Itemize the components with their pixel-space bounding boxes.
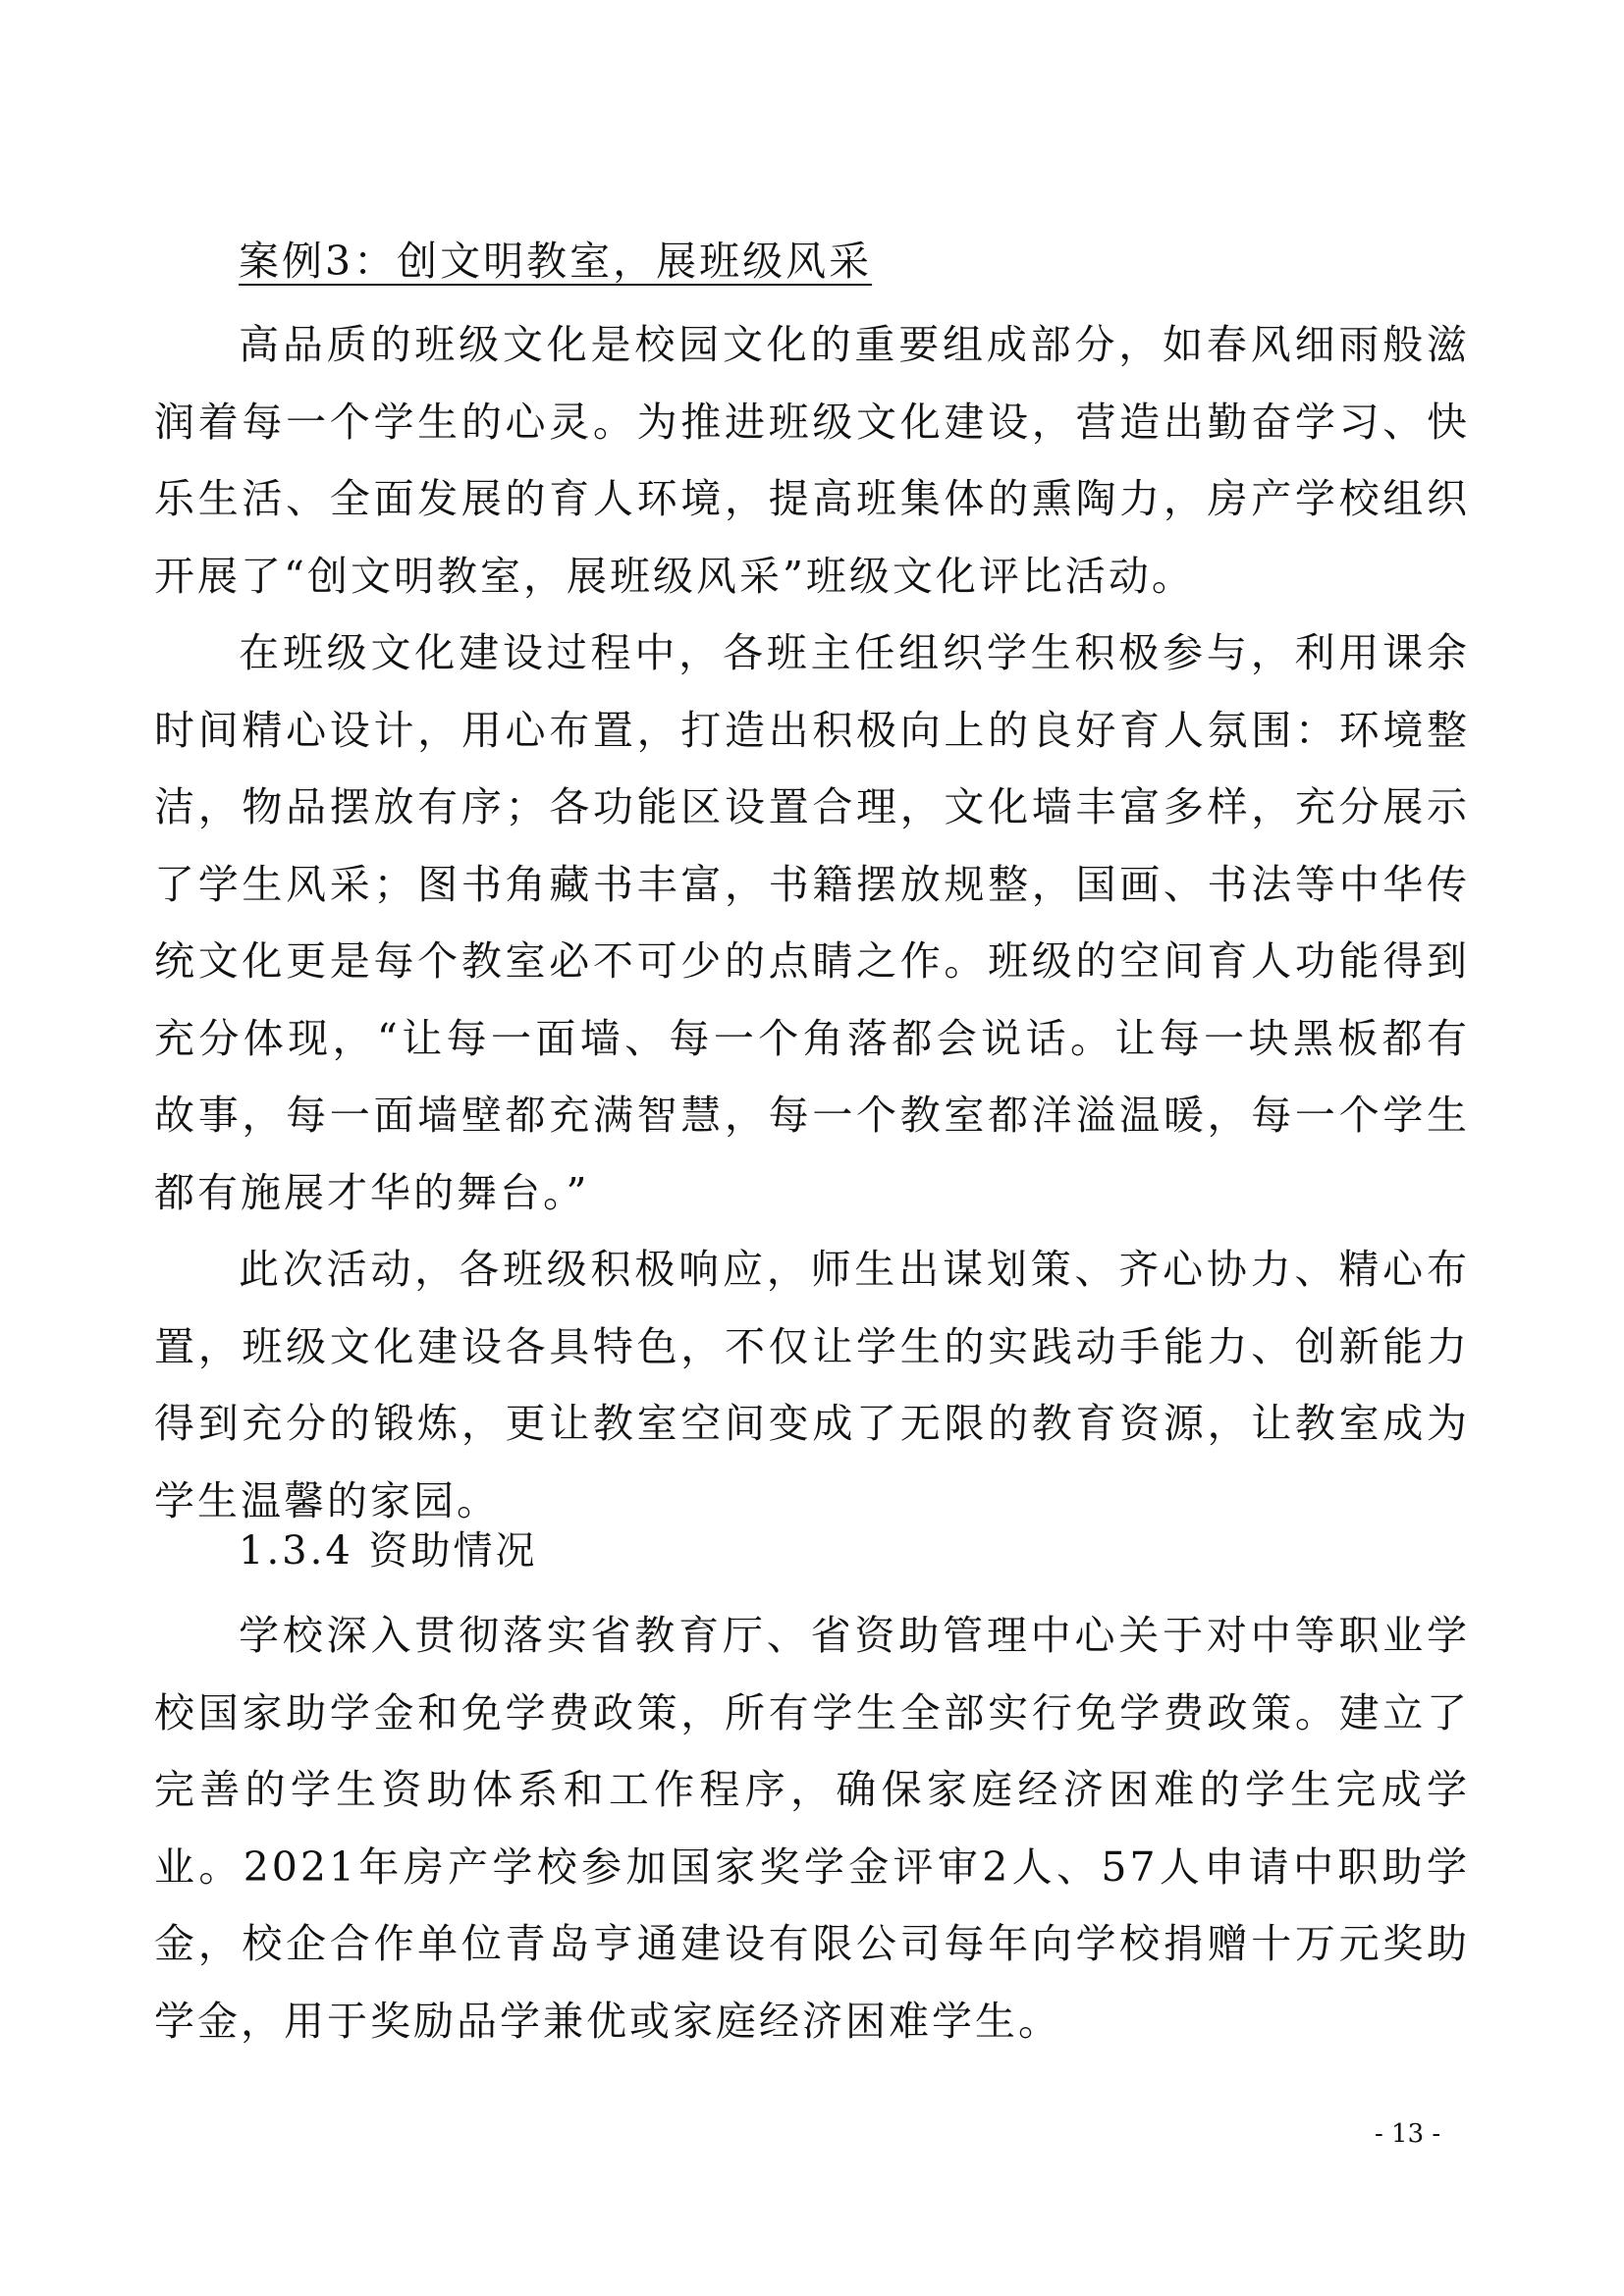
paragraph-class-culture-process: 在班级文化建设过程中，各班主任组织学生积极参与，利用课余时间精心设计，用心布置，打造出积极向上的良好育人氛围：环境整洁，物品摆放有序；各功能区设置合理，文化墙丰富多样，充分展示了学生风采；图书角藏书丰富，书籍摆放规整，国画、书法等中华传统文化更是每个教室必不可少的点睛之作。班级的空间育人功能得到充分体现，“让每一面墙、每一个角落都会说话。让每一块黑板都有故事，每一面墙壁都充满智慧，每一个教室都洋溢温暖，每一个学生都有施展才华的舞台。”: [154, 629, 1470, 1216]
page-number: - 13 -: [1375, 2119, 1441, 2149]
paragraph-class-culture-intro: 高品质的班级文化是校园文化的重要组成部分，如春风细雨般滋润着每一个学生的心灵。为推进班级文化建设，营造出勤奋学习、快乐生活、全面发展的育人环境，提高班集体的熏陶力，房产学校组织开展了“创文明教室，展班级风采”班级文化评比活动。: [154, 321, 1470, 600]
paragraph-activity-result: 此次活动，各班级积极响应，师生出谋划策、齐心协力、精心布置，班级文化建设各具特色，不仅让学生的实践动手能力、创新能力得到充分的锻炼，更让教室空间变成了无限的教育资源，让教室成为学生温馨的家园。: [154, 1246, 1470, 1524]
section-heading-funding: 1.3.4 资助情况: [239, 1528, 538, 1574]
case-heading: 案例3：创文明教室，展班级风采: [239, 238, 873, 285]
paragraph-funding-details: 学校深入贯彻落实省教育厅、省资助管理中心关于对中等职业学校国家助学金和免学费政策，所有学生全部实行免学费政策。建立了完善的学生资助体系和工作程序，确保家庭经济困难的学生完成学业。2021年房产学校参加国家奖学金评审2人、57人申请中职助学金，校企合作单位青岛亨通建设有限公司每年向学校捐赠十万元奖助学金，用于奖励品学兼优或家庭经济困难学生。: [154, 1612, 1470, 2045]
